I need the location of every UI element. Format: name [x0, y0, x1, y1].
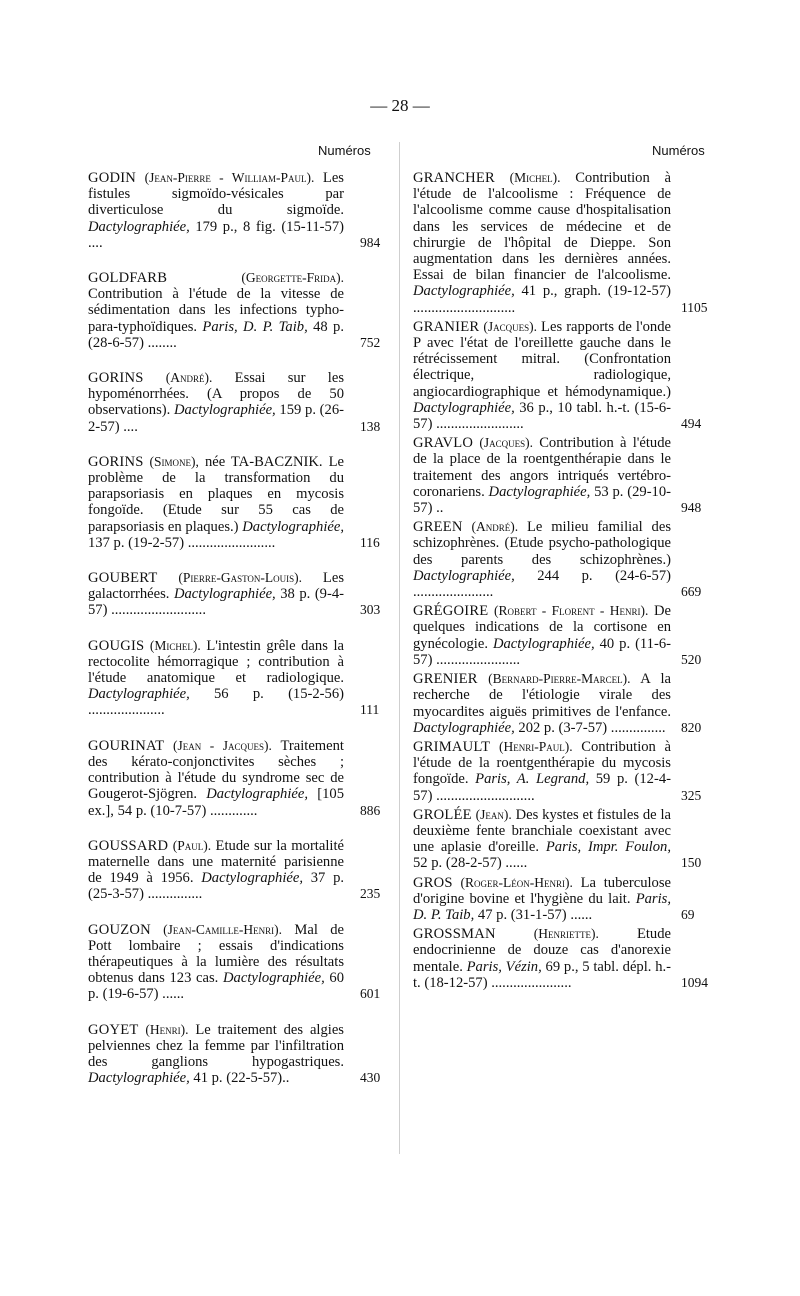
publisher: Paris, Impr. Foulon,: [545, 839, 671, 856]
thesis-title: De quelques indications de la cortisone en gynécologie.: [413, 603, 671, 652]
author-surname: GOLDFARB: [88, 270, 168, 287]
column-header-left: Numéros: [318, 143, 371, 158]
column-divider: [399, 142, 400, 1154]
thesis-title: Le traitement des algies pelviennes chez la femme par l'infiltration des ganglions hypogastriques.: [88, 1021, 344, 1070]
publication-details: 69 p., 5 tabl. dépl. h.-t. (18-12-57) ......................: [413, 958, 671, 991]
entry-number: 138: [360, 418, 381, 434]
entry-text: [413, 603, 671, 668]
entry-text: [88, 170, 344, 251]
publisher: Dactylographiée,: [242, 518, 344, 535]
author-surname: GOURINAT: [88, 737, 165, 754]
entry-text: [413, 435, 671, 516]
thesis-title: née TA-BACZNIK. Le problème de la transformation du parapsoriasis en plaques en mycosis fongoïde. (Etude sur 55 cas de parapsoriasis en plaques.): [88, 453, 344, 535]
publisher: Dactylographiée,: [206, 786, 308, 803]
entry-number: 69: [681, 906, 695, 922]
entry-number: 303: [360, 602, 381, 618]
thesis-title: Etude sur la mortalité maternelle dans une maternité parisienne de 1949 à 1956.: [88, 837, 344, 887]
author-given-names: (Jean-Camille-Henri).: [163, 921, 283, 937]
column-header-right: Numéros: [652, 143, 705, 158]
entry-text: [413, 671, 671, 736]
author-given-names: (Paul).: [172, 837, 212, 853]
author-surname: GROLÉE: [413, 806, 472, 823]
thesis-title: Les fistules sigmoïdo-vésicales par diverticulose du sigmoïde.: [88, 170, 344, 219]
author-given-names: (Bernard-Pierre-Marcel).: [488, 671, 631, 687]
publisher: Paris, D. P. Taib,: [413, 890, 671, 923]
author-given-names: (Pierre-Gaston-Louis).: [178, 570, 303, 586]
publication-details: 179 p., 8 fig. (15-11-57) ....: [88, 218, 344, 251]
thesis-title: Des kystes et fistules de la deuxième fente branchiale coexistant avec une aplasie d'oreille.: [413, 806, 672, 856]
bibliography-entry: [88, 170, 388, 251]
thesis-title: Le milieu familial des schizophrènes. (Etude psycho-pathologique des parents des schizophrènes.): [413, 519, 671, 568]
author-given-names: (Jean).: [475, 806, 512, 822]
author-given-names: (Simone),: [149, 453, 199, 469]
author-given-names: (Michel).: [149, 637, 201, 653]
entry-number: 820: [681, 719, 702, 735]
author-given-names: (Michel).: [509, 170, 561, 185]
author-given-names: (Henriette).: [533, 926, 599, 942]
author-surname: GROSSMAN: [413, 926, 496, 943]
thesis-title: Etude endocrinienne de douze cas d'anorexie mentale.: [413, 926, 671, 975]
author-given-names: (Jacques).: [479, 435, 533, 451]
publisher: Dactylographiée,: [413, 283, 515, 300]
entry-text: [88, 570, 344, 619]
entry-text: [413, 875, 671, 924]
entry-number: 886: [360, 802, 381, 818]
author-given-names: (Roger-Léon-Henri).: [460, 874, 573, 890]
publication-details: 52 p. (28-2-57) ......: [413, 855, 528, 872]
author-given-names: (Robert - Florent - Henri).: [493, 603, 649, 619]
publication-details: 41 p., graph. (19-12-57) ............................: [413, 283, 671, 316]
entry-number: 948: [681, 500, 702, 516]
author-surname: GOYET: [88, 1021, 139, 1038]
publication-details: 41 p. (22-5-57)..: [193, 1070, 290, 1087]
author-surname: GRÉGOIRE: [413, 603, 489, 620]
left-column: [88, 170, 388, 1103]
bibliography-entry: [413, 926, 709, 991]
thesis-title: Contribution à l'étude de l'alcoolisme : Fréquence de l'alcoolisme comme cause d'hospitalisation dans les services de médecine et de chirurgie de l'hôpital de Dieppe. Son augmentation dans les dernières années. Essai de bilan financier de l'alcoolisme.: [413, 170, 671, 284]
publisher: Dactylographiée,: [413, 719, 515, 736]
thesis-title: Les rapports de l'onde P avec l'état de l'oreillette gauche dans le rétrécissement mitral. (Confrontation électrique, radiologique, angiocardiographique et hémodynamique.): [413, 318, 671, 400]
right-column: [413, 170, 709, 1008]
bibliography-entry: [413, 319, 709, 432]
author-surname: GORINS: [88, 370, 144, 387]
publication-details: 137 p. (19-2-57) ........................: [88, 534, 276, 551]
entry-text: [88, 1022, 344, 1087]
bibliography-entry: [88, 570, 388, 619]
publisher: Paris, A. Legrand,: [475, 771, 590, 788]
entry-text: [413, 926, 671, 991]
author-surname: GREEN: [413, 519, 463, 536]
publisher: Dactylographiée,: [413, 399, 515, 416]
publication-details: 47 p. (31-1-57) ......: [477, 906, 593, 923]
thesis-title: A la recherche de l'étiologie virale des myocardites aiguës primitives de l'enfance.: [413, 671, 672, 720]
entry-number: 1105: [681, 299, 708, 315]
author-surname: GOUSSARD: [88, 837, 169, 854]
publisher: Dactylographiée,: [201, 870, 303, 887]
entry-text: [88, 922, 344, 1003]
entry-text: [413, 319, 671, 432]
author-surname: GOUZON: [88, 921, 151, 938]
bibliography-entry: [88, 1022, 388, 1087]
thesis-title: Contribution à l'étude de la roentgenthérapie du mycosis fongoïde.: [413, 738, 671, 788]
author-given-names: (Jacques).: [483, 318, 537, 334]
publication-details: 38 p. (9-4-57) ..........................: [88, 586, 344, 619]
entry-number: 430: [360, 1070, 381, 1086]
entry-number: 325: [681, 787, 702, 803]
author-surname: GRANCHER: [413, 170, 495, 186]
entry-text: [88, 838, 344, 903]
author-given-names: (Jean - Jacques).: [173, 737, 272, 753]
author-given-names: (Georgette-Frida).: [241, 270, 344, 286]
bibliography-entry: [88, 738, 388, 819]
author-surname: GRAVLO: [413, 435, 474, 452]
publication-details: [105 ex.], 54 p. (10-7-57) .............: [88, 786, 344, 819]
entry-number: 1094: [681, 974, 708, 990]
bibliography-entry: [413, 603, 709, 668]
author-surname: GRANIER: [413, 318, 480, 335]
author-surname: GORINS: [88, 453, 144, 470]
thesis-title: L'intestin grêle dans la rectocolite hémorragique ; contribution à l'étude anatomique et radiologique.: [88, 637, 344, 687]
thesis-title: Contribution à l'étude de la vitesse de sédimentation dans les infections typho-para-typhoïdiques.: [88, 286, 344, 335]
bibliography-entry: [413, 671, 709, 736]
author-surname: GOUBERT: [88, 570, 158, 587]
entry-number: 752: [360, 334, 381, 350]
publication-details: 36 p., 10 tabl. h.-t. (15-6-57) ........................: [413, 399, 671, 433]
entry-number: 494: [681, 416, 702, 432]
bibliography-entry: [413, 435, 709, 516]
bibliography-entry: [88, 638, 388, 719]
publication-details: 159 p. (26-2-57) ....: [88, 402, 344, 435]
publication-details: 59 p. (12-4-57) ...........................: [413, 771, 671, 804]
entry-number: 235: [360, 886, 381, 902]
publication-details: 244 p. (24-6-57) ......................: [413, 567, 671, 601]
publisher: Dactylographiée,: [88, 1070, 190, 1087]
bibliography-entry: [88, 270, 388, 351]
bibliography-entry: [88, 922, 388, 1003]
publisher: Dactylographiée,: [413, 567, 515, 584]
bibliography-entry: [413, 807, 709, 872]
thesis-title: Les galactorrhées.: [88, 570, 344, 603]
publication-details: 40 p. (11-6-57) .......................: [413, 635, 671, 668]
thesis-title: Traitement des kérato-conjonctivites sèches ; contribution à l'étude du syndrome sec de Gougerot-Sjögren.: [88, 737, 344, 803]
bibliography-entry: [88, 454, 388, 551]
entry-text: [88, 638, 344, 719]
author-surname: GRENIER: [413, 671, 478, 688]
publisher: Dactylographiée,: [492, 635, 595, 652]
bibliography-entry: [88, 838, 388, 903]
thesis-title: La tuberculose d'origine bovine et l'hygiène du lait.: [413, 874, 671, 907]
author-given-names: (André).: [471, 519, 519, 535]
entry-text: [88, 454, 344, 551]
page-number: — 28 —: [370, 96, 430, 115]
publisher: Dactylographiée,: [88, 686, 190, 703]
entry-text: [413, 170, 671, 316]
entry-number: 984: [360, 234, 381, 250]
publisher: Dactylographiée,: [488, 483, 591, 500]
publication-details: 56 p. (15-2-56) .....................: [88, 686, 344, 719]
bibliography-entry: [88, 370, 388, 435]
thesis-title: Mal de Pott lombaire ; essais d'indications thérapeutiques à la lumière des résultats obtenus dans 123 cas.: [88, 921, 344, 987]
author-surname: GOUGIS: [88, 637, 145, 654]
author-given-names: (André).: [165, 370, 213, 386]
thesis-title: Contribution à l'étude de la place de la roentgenthérapie dans le traitement des angors intriqués vertébro-coronariens.: [413, 435, 671, 500]
author-surname: GRIMAULT: [413, 738, 491, 755]
publisher: Paris, D. P. Taib,: [202, 318, 308, 335]
publisher: Dactylographiée,: [173, 586, 276, 603]
author-given-names: (Jean-Pierre - William-Paul).: [144, 170, 315, 185]
entry-number: 116: [360, 534, 380, 550]
publication-details: 37 p. (25-3-57) ...............: [88, 870, 345, 903]
author-given-names: (Henri-Paul).: [498, 738, 573, 754]
entry-text: [88, 270, 344, 351]
bibliography-entry: [413, 875, 709, 924]
entry-number: 601: [360, 986, 381, 1002]
publisher: Dactylographiée,: [173, 402, 276, 419]
entry-text: [88, 370, 344, 435]
entry-text: [88, 738, 344, 819]
publication-details: 53 p. (29-10-57) ..: [413, 483, 672, 517]
entry-number: 520: [681, 651, 702, 667]
entry-text: [413, 807, 671, 872]
publication-details: 202 p. (3-7-57) ...............: [518, 719, 666, 736]
entry-number: 669: [681, 584, 702, 600]
bibliography-entry: [413, 170, 709, 316]
publisher: Dactylographiée,: [223, 970, 325, 987]
bibliography-entry: [413, 739, 709, 804]
entry-number: 150: [681, 855, 702, 871]
thesis-title: Essai sur les hypoménorrhées. (A propos de 50 observations).: [88, 370, 344, 419]
author-surname: GROS: [413, 874, 453, 891]
publisher: Paris, Vézin,: [466, 958, 542, 975]
entry-text: [413, 739, 671, 804]
author-given-names: (Henri).: [145, 1021, 189, 1037]
publisher: Dactylographiée,: [88, 218, 190, 235]
author-surname: GODIN: [88, 170, 137, 186]
publication-details: 60 p. (19-6-57) ......: [88, 970, 344, 1003]
publication-details: 48 p. (28-6-57) ........: [88, 318, 344, 351]
entry-text: [413, 519, 671, 600]
entry-number: 111: [360, 702, 380, 718]
bibliography-entry: [413, 519, 709, 600]
